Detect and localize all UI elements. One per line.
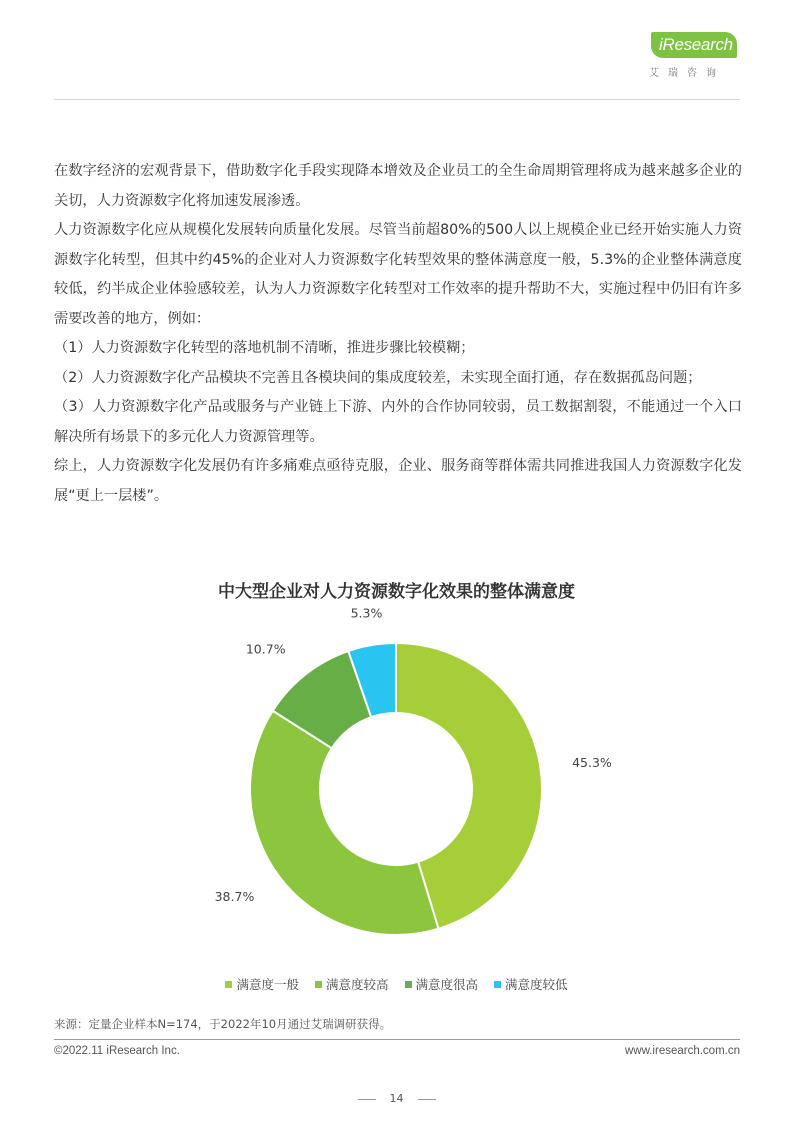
paragraph: 人力资源数字化应从规模化发展转向质量化发展。尽管当前超80%的500人以上规模企业已经开始实施人力资源数字化转型，但其中约45%的企业对人力资源数字化转型效果的整体满意度一般，5.3%的企业整体满意度较低，约半成企业体验感较差，认为人力资源数字化转型对工作效率的提升帮助不大，实施过程中仍旧有许多需要改善的地方，例如：: [54, 222, 742, 327]
page-dash: [418, 1099, 436, 1100]
legend-swatch: [225, 981, 232, 988]
donut-label-1: 38.7%: [214, 888, 255, 904]
paragraph: （3）人力资源数字化产品或服务与产业链上下游、内外的合作协同较弱，员工数据割裂，不能通过一个入口解决所有场景下的多元化人力资源管理等。: [54, 399, 742, 445]
legend-label: 满意度较高: [325, 977, 389, 992]
paragraph: （1）人力资源数字化转型的落地机制不清晰，推进步骤比较模糊；: [54, 340, 475, 356]
legend-swatch: [494, 981, 501, 988]
chart-title: 中大型企业对人力资源数字化效果的整体满意度: [218, 582, 575, 602]
copyright: ©2022.11 iResearch Inc.: [54, 1045, 180, 1057]
donut-slice-1: [250, 711, 438, 935]
donut-chart: [0, 600, 793, 970]
paragraph: 在数字经济的宏观背景下，借助数字化手段实现降本增效及企业员工的全生命周期管理将成为越来越多企业的关切，人力资源数字化将加速发展渗透。: [54, 163, 742, 209]
logo-subtitle: 艾瑞咨询: [649, 68, 725, 79]
donut-label-0: 45.3%: [572, 754, 612, 770]
paragraph: 综上，人力资源数字化发展仍有许多痛难点亟待克服，企业、服务商等群体需共同推进我国人力资源数字化发展“更上一层楼”。: [54, 458, 742, 504]
logo-badge: [651, 32, 737, 58]
logo-text: iResearch: [659, 35, 733, 54]
legend-item: [494, 975, 568, 993]
website-link[interactable]: www.iresearch.com.cn: [624, 1045, 740, 1057]
legend-item: [315, 975, 389, 993]
legend-item: [225, 975, 299, 993]
legend-label: 满意度一般: [236, 977, 299, 992]
legend-item: [405, 975, 479, 993]
footer-divider: [54, 1039, 740, 1040]
legend-swatch: [315, 981, 322, 988]
legend-label: 满意度很高: [415, 977, 479, 992]
iresearch-logo: [647, 30, 743, 80]
legend-label: 满意度较低: [505, 977, 568, 992]
page-dash: [358, 1099, 376, 1100]
page-number-text: 14: [389, 1092, 404, 1105]
donut-label-2: 10.7%: [245, 641, 286, 657]
paragraph: （2）人力资源数字化产品模块不完善且各模块间的集成度较差，未实现全面打通，存在数据孤岛问题；: [54, 369, 702, 386]
body-text: [54, 157, 742, 511]
chart-legend: [0, 975, 793, 993]
donut-label-3: 5.3%: [350, 605, 383, 621]
page-number: [0, 1092, 793, 1105]
header-divider: [54, 99, 740, 100]
source-note: 来源：定量企业样本N=174，于2022年10月通过艾瑞调研获得。: [54, 1017, 392, 1031]
legend-swatch: [405, 981, 412, 988]
